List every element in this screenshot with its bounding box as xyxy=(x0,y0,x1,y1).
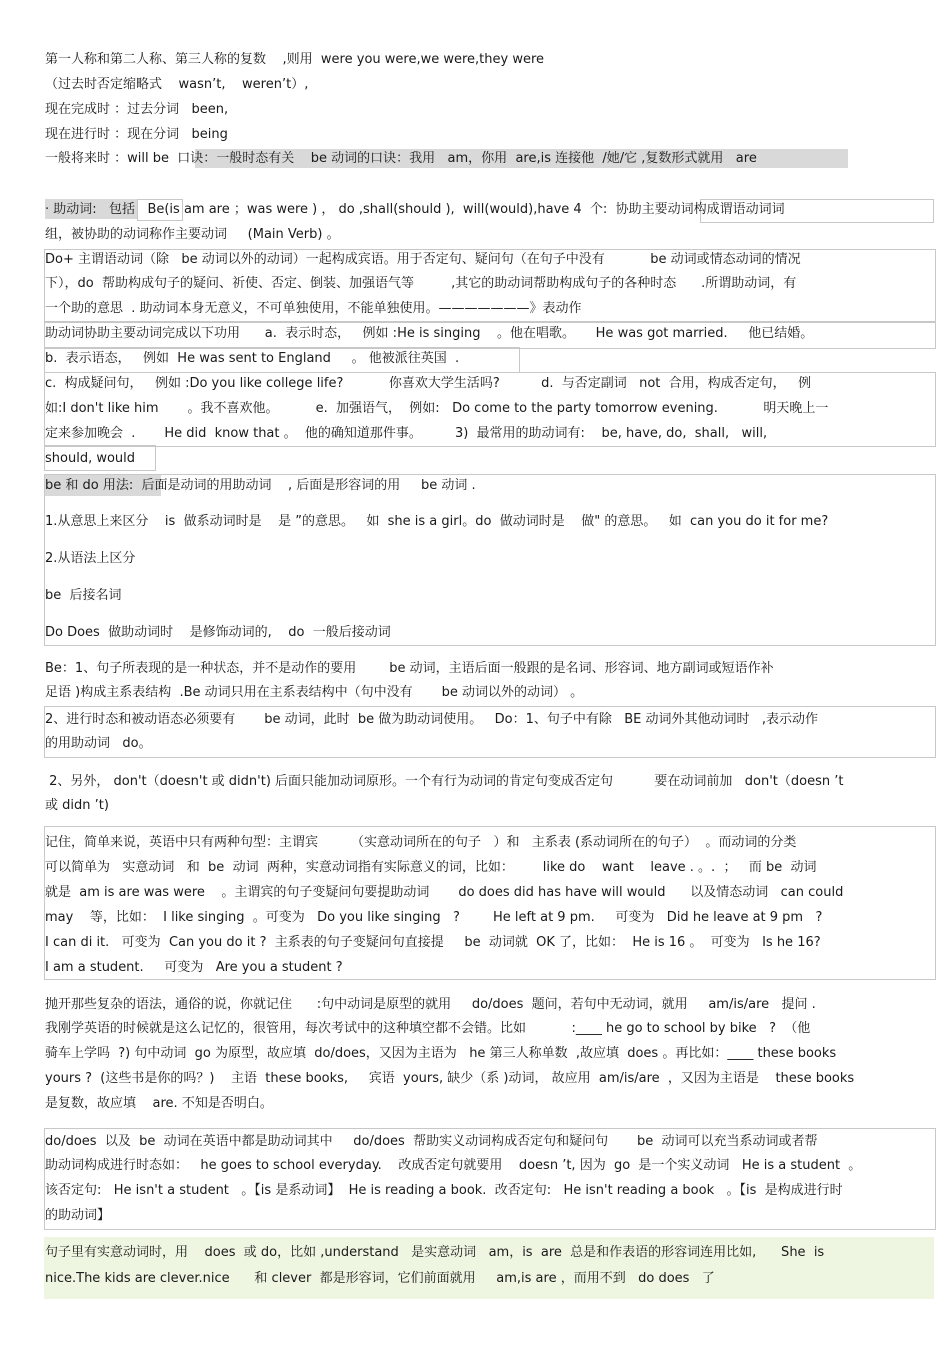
body-line: 一个助的意思 . 助动词本身无意义，不可单独使用，不能单独使用。———————》表动作 xyxy=(45,301,582,316)
body-line: Do+ 主谓语动词（除 be 动词以外的动词）一起构成宾语。用于否定句、疑问句（在句子中没有 be 动词或情态动词的情况 xyxy=(45,252,801,267)
body-line: may 等，比如： I like singing 。可变为 Do you like singing ? He left at 9 pm. 可变为 Did he leave at 9 pm ? xyxy=(45,910,823,925)
body-line: 2、另外， don't（doesn't 或 didn't) 后面只能加动词原形。一个有行为动词的肯定句变成否定句 要在动词前加 don't（doesn ’t xyxy=(45,774,844,789)
body-line: 助动词协助主要动词完成以下功用 a. 表示时态， 例如 :He is singing 。他在唱歌。 He was got married. 他已结婚。 xyxy=(45,326,814,341)
body-line: I am a student. 可变为 Are you a student ? xyxy=(45,960,343,975)
body-line: I can di it. 可变为 Can you do it ? 主系表的句子变疑问句直接提 be 动词就 OK 了，比如： He is 16 。 可变为 Is he 16? xyxy=(45,935,821,950)
body-line: 抛开那些复杂的语法，通俗的说，你就记住 :句中动词是原型的就用 do/does 题问，若句中无动词，就用 am/is/are 提问 . xyxy=(45,997,816,1012)
body-line: 定来参加晚会 . He did know that 。 他的确知道那件事。 3) 最常用的助动词有: be, have, do, shall, will, xyxy=(45,426,768,441)
body-line: do/does 以及 be 动词在英语中都是助动词其中 do/does 帮助实义动词构成否定句和疑问句 be 动词可以充当系动词或者帮 xyxy=(45,1134,818,1149)
body-line: 如:I don't like him 。我不喜欢他。 e. 加强语气， 例如: Do come to the party tomorrow evening. 明天晚上一 xyxy=(45,401,829,416)
body-line: 该否定句: He isn't a student 。【is 是系动词】 He is reading a book. 改否定句: He isn't reading a book 。【is 是构成进行时 xyxy=(45,1183,843,1198)
body-line: should, would xyxy=(45,451,136,466)
body-line: 或 didn ’t) xyxy=(45,798,109,813)
body-line: 2.从语法上区分 xyxy=(45,551,136,566)
body-line: 足语 )构成主系表结构 .Be 动词只用在主系表结构中（句中没有 be 动词以外的动词） 。 xyxy=(45,685,584,700)
body-line: c. 构成疑问句， 例如 :Do you like college life? 你喜欢大学生活吗? d. 与否定副词 not 合用，构成否定句， 例 xyxy=(45,376,812,391)
body-line: yours ? (这些书是你的吗？) 主语 these books, 宾语 yours, 缺少（系 )动词， 故应用 am/is/are ，又因为主语是 these books xyxy=(45,1071,855,1086)
body-line: 的助动词】 xyxy=(45,1208,111,1223)
body-line: 的用助动词 do。 xyxy=(45,736,152,751)
body-line: 一般将来时 ：will be 口诀：一般时态有关 be 动词的口诀：我用 am，你用 are,is 连接他 /她/它 ,复数形式就用 are xyxy=(45,151,757,166)
body-line: b. 表示语态， 例如 He was sent to England 。 他被派往英国 . xyxy=(45,351,460,366)
body-line: Do Does 做助动词时 是修饰动词的, do 一般后接动词 xyxy=(45,625,391,640)
body-line: 是复数，故应填 are. 不知是否明白。 xyxy=(45,1096,273,1111)
body-line: 骑车上学吗 ?) 句中动词 go 为原型，故应填 do/does，又因为主语为 he 第三人称单数 ,故应填 does 。再比如：____ these books xyxy=(45,1046,837,1061)
body-line: 下），do 帮助构成句子的疑问、祈使、否定、倒装、加强语气等 ,其它的助动词帮助构成句子的各种时态 .所谓助动词，有 xyxy=(45,276,797,291)
body-line: · 助动词: 包括 Be(is am are ；was were ) ， do ,shall(should ), will(would),have 4 个: 协助主要动词构成谓语动词词 xyxy=(45,202,785,217)
body-line: 组，被协助的动词称作主要动词 (Main Verb) 。 xyxy=(45,227,340,242)
body-line: 我刚学英语的时候就是这么记忆的，很管用，每次考试中的这种填空都不会错。比如 :____ he go to school by bike ? （他 xyxy=(45,1021,811,1036)
body-line: （过去时否定缩略式 wasn’t, weren’t）, xyxy=(45,77,309,92)
text-frame xyxy=(44,474,936,646)
body-line: 就是 am is are was were 。主谓宾的句子变疑问句要提助动词 do does did has have will would 以及情态动词 can could xyxy=(45,885,844,900)
body-line: 现在完成时 ：过去分词 been, xyxy=(45,102,229,117)
body-line: nice.The kids are clever.nice 和 clever 都是形容词，它们前面就用 am,is are ，而用不到 do does 了 xyxy=(45,1271,715,1286)
body-line: Be：1、句子所表现的是一种状态，并不是动作的要用 be 动词，主语后面一般跟的是名词、形容词、地方副词或短语作补 xyxy=(45,661,774,676)
body-line: 助动词构成进行时态如： he goes to school everyday. 改成否定句就要用 doesn ’t, 因为 go 是一个实义动词 He is a student 。 xyxy=(45,1158,862,1173)
body-line: 1.从意思上来区分 is 做系动词时是 是 ”的意思。 如 she is a girl。do 做动词时是 做" 的意思。 如 can you do it for me? xyxy=(45,514,829,529)
body-line: 句子里有实意动词时，用 does 或 do，比如 ,understand 是实意动词 am，is are 总是和作表语的形容词连用比如, She is xyxy=(45,1245,825,1260)
body-line: 2、进行时态和被动语态必须要有 be 动词，此时 be 做为助动词使用。 Do：1、句子中有除 BE 动词外其他动词时 ,表示动作 xyxy=(45,712,819,727)
body-line: 记住，简单来说，英语中只有两种句型：主谓宾 （实意动词所在的句子 ）和 主系表 (系动词所在的句子） 。而动词的分类 xyxy=(45,835,797,850)
body-line: be 后接名词 xyxy=(45,588,122,603)
body-line: 第一人称和第二人称、第三人称的复数 ,则用 were you were,we were,they were xyxy=(45,52,545,67)
body-line: 可以简单为 实意动词 和 be 动词 两种，实意动词指有实际意义的词，比如： like do want leave . 。. ； 而 be 动词 xyxy=(45,860,817,875)
body-line: 现在进行时 ：现在分词 being xyxy=(45,127,228,142)
section-heading: be 和 do 用法: 后面是动词的用助动词 , 后面是形容词的用 be 动词 . xyxy=(45,478,476,493)
